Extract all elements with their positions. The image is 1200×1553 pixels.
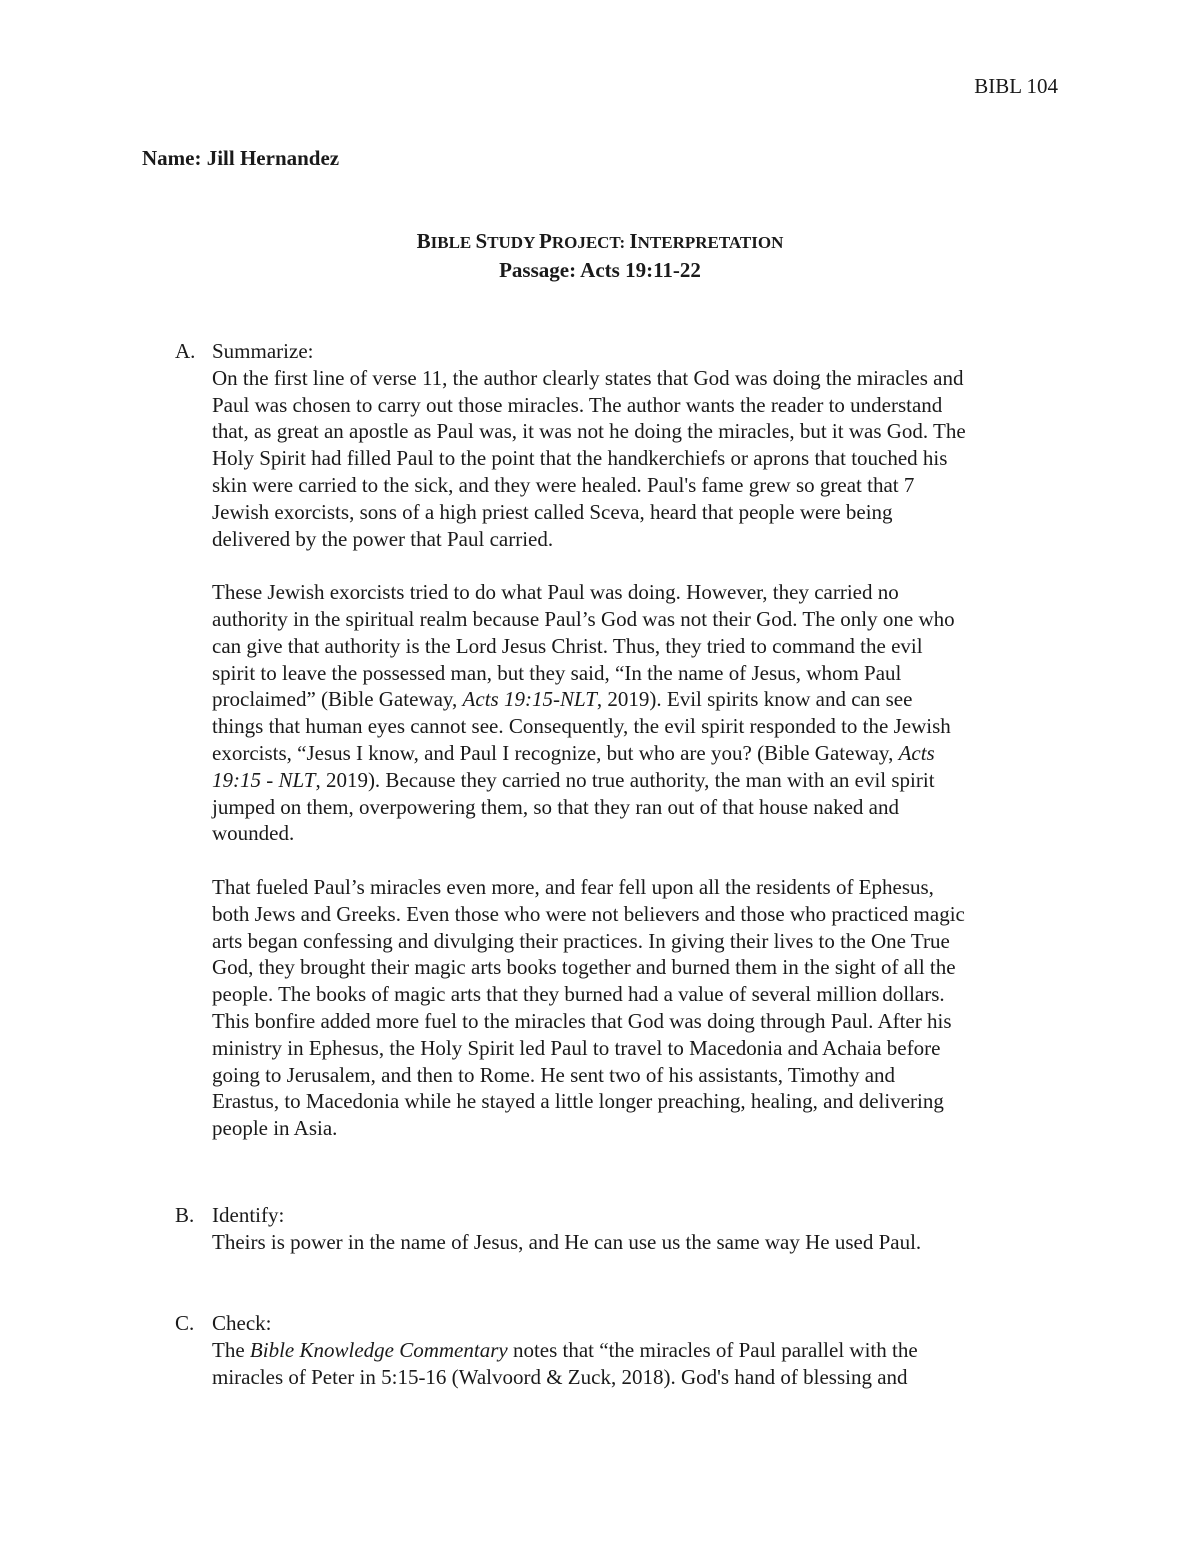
section-heading [175, 1202, 1075, 1229]
text-line: spirit to leave the possessed man, but they said, “In the name of Jesus, whom Paul [212, 660, 902, 685]
section-letter: C. [175, 1311, 195, 1335]
text-line: miracles of Peter in 5:15-16 (Walvoord & Zuck, 2018). God's hand of blessing and [212, 1364, 908, 1389]
document-title: BIBLE STUDY PROJECT: INTERPRETATION [416, 229, 784, 253]
check-paragraph [212, 1337, 1075, 1391]
section-label: Check: [212, 1311, 272, 1335]
text-line: people in Asia. [212, 1116, 338, 1141]
text-line: things that human eyes cannot see. Consequently, the evil spirit responded to the Jewish [212, 714, 951, 739]
section-identify [175, 1202, 1075, 1256]
summary-paragraph-2 [212, 579, 1075, 847]
student-name: Name: Jill Hernandez [142, 146, 340, 170]
text-line: exorcists, “Jesus I know, and Paul I recognize, but who are you? (Bible Gateway, Acts [212, 740, 935, 765]
text-line: God, they brought their magic arts books together and burned them in the sight of all the [212, 955, 956, 980]
text-line: That fueled Paul’s miracles even more, and fear fell upon all the residents of Ephesus, [212, 874, 934, 899]
text-line: can give that authority is the Lord Jesus Christ. Thus, they tried to command the evil [212, 633, 923, 658]
section-heading [175, 338, 1075, 365]
section-letter: A. [175, 339, 196, 363]
text-line: On the first line of verse 11, the author clearly states that God was doing the miracles and [212, 365, 964, 390]
text-line: Erastus, to Macedonia while he stayed a little longer preaching, healing, and delivering [212, 1089, 944, 1114]
text-line: 19:15 - NLT, 2019). Because they carried no true authority, the man with an evil spirit [212, 767, 935, 792]
text-line: going to Jerusalem, and then to Rome. He sent two of his assistants, Timothy and [212, 1062, 896, 1087]
text-line: These Jewish exorcists tried to do what Paul was doing. However, they carried no [212, 580, 899, 605]
text-line: proclaimed” (Bible Gateway, Acts 19:15-NLT, 2019). Evil spirits know and can see [212, 687, 913, 712]
book-title-italic: Bible Knowledge Commentary [249, 1337, 508, 1362]
citation-italic: Acts 19:15-NLT [462, 687, 597, 712]
text-line: authority in the spiritual realm because Paul’s God was not their God. The only one who [212, 606, 955, 631]
text-line: ministry in Ephesus, the Holy Spirit led Paul to travel to Macedonia and Achaia before [212, 1035, 941, 1060]
text-line: Theirs is power in the name of Jesus, and He can use us the same way He used Paul. [212, 1229, 922, 1254]
text-line: Holy Spirit had filled Paul to the point that the handkerchiefs or aprons that touched his [212, 446, 948, 471]
course-code: BIBL 104 [974, 74, 1058, 98]
section-heading [175, 1310, 1075, 1337]
section-label: Identify: [212, 1203, 285, 1227]
text-line: that, as great an apostle as Paul was, it was not he doing the miracles, but it was God. The [212, 419, 966, 444]
text-line: delivered by the power that Paul carried. [212, 526, 554, 551]
citation-italic: Acts [898, 740, 935, 765]
text-line: wounded. [212, 821, 295, 846]
text-line: arts began confessing and divulging their practices. In giving their lives to the One True [212, 928, 950, 953]
passage-reference: Passage: Acts 19:11-22 [499, 258, 701, 282]
text-line: skin were carried to the sick, and they were healed. Paul's fame grew so great that 7 [212, 472, 915, 497]
text-line: both Jews and Greeks. Even those who were not believers and those who practiced magic [212, 901, 965, 926]
summary-paragraph-1 [212, 365, 1075, 553]
text-line: Paul was chosen to carry out those miracles. The author wants the reader to understand [212, 392, 943, 417]
section-summarize [175, 338, 1075, 1142]
text-line: Jewish exorcists, sons of a high priest called Sceva, heard that people were being [212, 499, 893, 524]
section-label: Summarize: [212, 339, 314, 363]
identify-paragraph [212, 1229, 1075, 1256]
section-check [175, 1310, 1075, 1390]
text-line: jumped on them, overpowering them, so that they ran out of that house naked and [212, 794, 900, 819]
section-letter: B. [175, 1203, 195, 1227]
text-line: The Bible Knowledge Commentary notes that “the miracles of Paul parallel with the [212, 1337, 918, 1362]
citation-italic: 19:15 - NLT [212, 767, 316, 792]
text-line: people. The books of magic arts that they burned had a value of several million dollars. [212, 982, 945, 1007]
text-line: This bonfire added more fuel to the miracles that God was doing through Paul. After his [212, 1008, 952, 1033]
summary-paragraph-3 [212, 874, 1075, 1142]
